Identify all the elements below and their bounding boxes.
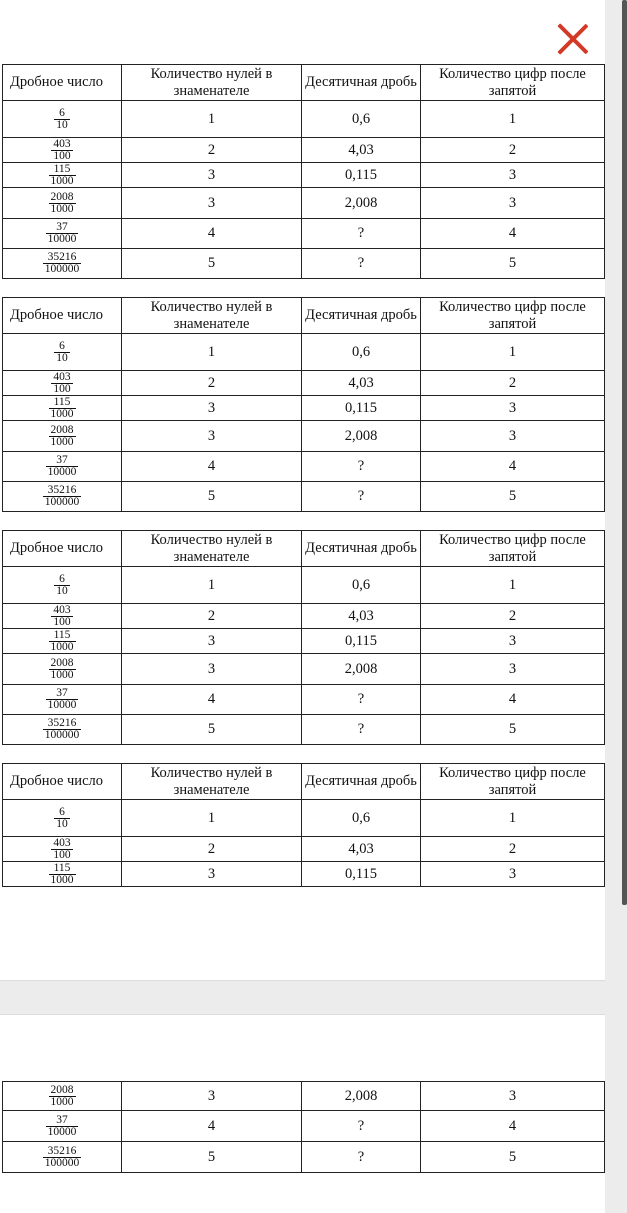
fraction (46, 1115, 79, 1138)
digits-count-cell: 1 (421, 101, 605, 138)
fraction-table (2, 297, 605, 512)
fraction-denominator: 10000 (47, 233, 77, 245)
header-zeros-count: Количество нулей в знаменателе (122, 531, 302, 567)
fraction-cell (3, 800, 122, 837)
digits-count-cell: 3 (421, 629, 605, 654)
fraction (49, 192, 76, 215)
fraction-numerator: 115 (49, 164, 76, 176)
decimal-cell: ? (302, 249, 421, 279)
header-digits-count: Количество цифр после запятой (421, 298, 605, 334)
digits-count-cell: 5 (421, 1142, 605, 1173)
digits-count-cell: 3 (421, 188, 605, 219)
fraction-cell (3, 371, 122, 396)
zeros-count-cell: 3 (122, 629, 302, 654)
fraction (49, 164, 76, 187)
decimal-cell: 0,6 (302, 800, 421, 837)
digits-count-cell: 4 (421, 1111, 605, 1142)
zeros-count-cell: 5 (122, 715, 302, 745)
table-row (3, 800, 605, 837)
fraction-cell (3, 862, 122, 887)
fraction-numerator: 6 (54, 108, 70, 120)
close-icon[interactable] (556, 22, 590, 56)
fraction-denominator: 100 (53, 615, 71, 628)
fraction (49, 397, 76, 420)
decimal-cell: 0,6 (302, 101, 421, 138)
decimal-cell: 2,008 (302, 188, 421, 219)
header-decimal: Десятичная дробь (302, 531, 421, 567)
fraction-denominator: 100000 (44, 496, 80, 508)
fraction-denominator: 10 (56, 118, 68, 131)
fraction (43, 252, 82, 275)
decimal-cell: 2,008 (302, 421, 421, 452)
fraction-cell (3, 629, 122, 654)
fraction (54, 108, 70, 131)
zeros-count-cell: 4 (122, 685, 302, 715)
header-decimal: Десятичная дробь (302, 764, 421, 800)
fraction (49, 1085, 76, 1108)
decimal-cell: 0,6 (302, 334, 421, 371)
header-fraction: Дробное число (3, 65, 122, 101)
zeros-count-cell: 4 (122, 1111, 302, 1142)
fraction-denominator: 1000 (50, 407, 74, 420)
zeros-count-cell: 4 (122, 452, 302, 482)
fraction-numerator: 35216 (43, 1146, 82, 1158)
digits-count-cell: 3 (421, 862, 605, 887)
fraction-denominator: 10 (56, 584, 68, 597)
zeros-count-cell: 1 (122, 567, 302, 604)
decimal-cell: 2,008 (302, 1082, 421, 1111)
header-decimal: Десятичная дробь (302, 65, 421, 101)
zeros-count-cell: 4 (122, 219, 302, 249)
fraction-cell (3, 567, 122, 604)
fraction-cell (3, 249, 122, 279)
fraction (49, 658, 76, 681)
table-row (3, 685, 605, 715)
zeros-count-cell: 2 (122, 138, 302, 163)
table-row (3, 862, 605, 887)
fraction-table (2, 1081, 605, 1173)
fraction-denominator: 1000 (50, 202, 74, 215)
fraction-denominator: 1000 (50, 873, 74, 886)
fraction (51, 605, 72, 628)
fraction (46, 455, 79, 478)
fraction-denominator: 1000 (50, 435, 74, 448)
header-fraction: Дробное число (3, 298, 122, 334)
digits-count-cell: 5 (421, 249, 605, 279)
table-row (3, 334, 605, 371)
decimal-cell: ? (302, 1142, 421, 1173)
decimal-cell: ? (302, 715, 421, 745)
fraction-numerator: 6 (54, 341, 70, 353)
table-row (3, 604, 605, 629)
fraction-numerator: 115 (49, 863, 76, 875)
fraction-denominator: 1000 (50, 1095, 74, 1108)
fraction-table (2, 763, 605, 887)
fraction-cell (3, 219, 122, 249)
fraction (43, 1146, 82, 1169)
zeros-count-cell: 3 (122, 654, 302, 685)
digits-count-cell: 2 (421, 138, 605, 163)
table-row (3, 452, 605, 482)
zeros-count-cell: 3 (122, 396, 302, 421)
zeros-count-cell: 5 (122, 249, 302, 279)
header-digits-count: Количество цифр после запятой (421, 764, 605, 800)
fraction-cell (3, 685, 122, 715)
fraction-cell (3, 1082, 122, 1111)
fraction-numerator: 403 (53, 836, 71, 849)
fraction-numerator: 403 (53, 370, 71, 383)
fraction-cell (3, 604, 122, 629)
table-row (3, 249, 605, 279)
digits-count-cell: 3 (421, 396, 605, 421)
fraction-numerator: 2008 (50, 656, 74, 669)
decimal-cell: 0,115 (302, 396, 421, 421)
header-zeros-count: Количество нулей в знаменателе (122, 298, 302, 334)
table-row (3, 396, 605, 421)
fraction-numerator: 35216 (43, 718, 82, 730)
fraction-numerator: 6 (54, 807, 70, 819)
decimal-cell: 4,03 (302, 371, 421, 396)
digits-count-cell: 1 (421, 800, 605, 837)
zeros-count-cell: 1 (122, 101, 302, 138)
header-zeros-count: Количество нулей в знаменателе (122, 65, 302, 101)
decimal-cell: ? (302, 219, 421, 249)
table-row (3, 101, 605, 138)
fraction-numerator: 37 (46, 222, 79, 234)
header-fraction: Дробное число (3, 764, 122, 800)
fraction-cell (3, 421, 122, 452)
fraction-denominator: 10000 (47, 1125, 77, 1138)
table-row (3, 715, 605, 745)
fraction-table (2, 64, 605, 279)
fraction-cell (3, 1142, 122, 1173)
zeros-count-cell: 3 (122, 862, 302, 887)
fraction (43, 718, 82, 741)
fraction-cell (3, 334, 122, 371)
table-header-row (3, 298, 605, 334)
fraction-numerator: 2008 (50, 190, 74, 203)
fraction-numerator: 35216 (43, 252, 82, 264)
digits-count-cell: 3 (421, 1082, 605, 1111)
digits-count-cell: 3 (421, 421, 605, 452)
fraction-denominator: 100000 (44, 729, 80, 741)
fraction-denominator: 1000 (50, 174, 74, 187)
table-row (3, 421, 605, 452)
zeros-count-cell: 3 (122, 188, 302, 219)
fraction-cell (3, 163, 122, 188)
header-fraction: Дробное число (3, 531, 122, 567)
fraction-numerator: 2008 (50, 423, 74, 436)
fraction-cell (3, 837, 122, 862)
decimal-cell: 0,6 (302, 567, 421, 604)
fraction (49, 630, 76, 653)
fraction-table (2, 530, 605, 745)
digits-count-cell: 4 (421, 452, 605, 482)
image-viewer-card-lower (0, 1014, 605, 1213)
fraction-cell (3, 138, 122, 163)
fraction-denominator: 10 (56, 817, 68, 830)
digits-count-cell: 3 (421, 163, 605, 188)
digits-count-cell: 2 (421, 604, 605, 629)
digits-count-cell: 2 (421, 837, 605, 862)
fraction-denominator: 1000 (50, 668, 74, 681)
zeros-count-cell: 1 (122, 800, 302, 837)
digits-count-cell: 1 (421, 567, 605, 604)
digits-count-cell: 1 (421, 334, 605, 371)
fraction (54, 341, 70, 364)
decimal-cell: 0,115 (302, 862, 421, 887)
zeros-count-cell: 5 (122, 1142, 302, 1173)
decimal-cell: ? (302, 452, 421, 482)
fraction-cell (3, 482, 122, 512)
fraction (43, 485, 82, 508)
scrollbar[interactable] (622, 0, 627, 905)
table-header-row (3, 764, 605, 800)
decimal-cell: 4,03 (302, 604, 421, 629)
digits-count-cell: 3 (421, 654, 605, 685)
fraction-numerator: 35216 (43, 485, 82, 497)
fraction-numerator: 2008 (50, 1083, 74, 1096)
fraction-denominator: 10 (56, 351, 68, 364)
fraction-cell (3, 715, 122, 745)
fraction-numerator: 403 (53, 603, 71, 616)
table-header-row (3, 65, 605, 101)
fraction-numerator: 37 (46, 455, 79, 467)
fraction-numerator: 403 (53, 137, 71, 150)
fraction-denominator: 1000 (50, 640, 74, 653)
table-row (3, 654, 605, 685)
table-row (3, 629, 605, 654)
table-row (3, 1142, 605, 1173)
fraction (54, 574, 70, 597)
zeros-count-cell: 2 (122, 837, 302, 862)
fraction-numerator: 115 (49, 397, 76, 409)
fraction-cell (3, 654, 122, 685)
header-digits-count: Количество цифр после запятой (421, 65, 605, 101)
decimal-cell: 2,008 (302, 654, 421, 685)
table-row (3, 1082, 605, 1111)
decimal-cell: 4,03 (302, 837, 421, 862)
fraction (51, 838, 72, 861)
fraction-denominator: 100 (53, 149, 71, 162)
decimal-cell: 0,115 (302, 629, 421, 654)
table-row (3, 837, 605, 862)
table-row (3, 1111, 605, 1142)
zeros-count-cell: 2 (122, 371, 302, 396)
fraction-cell (3, 1111, 122, 1142)
fraction (49, 425, 76, 448)
fraction-denominator: 100000 (44, 1156, 80, 1169)
fraction-cell (3, 452, 122, 482)
fraction-numerator: 37 (46, 688, 79, 700)
fraction-numerator: 115 (49, 630, 76, 642)
digits-count-cell: 2 (421, 371, 605, 396)
digits-count-cell: 4 (421, 219, 605, 249)
fraction-cell (3, 101, 122, 138)
table-row (3, 219, 605, 249)
header-decimal: Десятичная дробь (302, 298, 421, 334)
decimal-cell: 0,115 (302, 163, 421, 188)
zeros-count-cell: 5 (122, 482, 302, 512)
fraction (46, 688, 79, 711)
decimal-cell: ? (302, 685, 421, 715)
fraction-denominator: 10000 (47, 466, 77, 478)
header-digits-count: Количество цифр после запятой (421, 531, 605, 567)
fraction-denominator: 100 (53, 382, 71, 395)
zeros-count-cell: 3 (122, 163, 302, 188)
fraction-numerator: 37 (46, 1115, 79, 1127)
zeros-count-cell: 3 (122, 421, 302, 452)
digits-count-cell: 5 (421, 482, 605, 512)
table-row (3, 188, 605, 219)
table-row (3, 138, 605, 163)
fraction (51, 372, 72, 395)
fraction (49, 863, 76, 886)
fraction-denominator: 100 (53, 848, 71, 861)
fraction-cell (3, 188, 122, 219)
digits-count-cell: 4 (421, 685, 605, 715)
header-zeros-count: Количество нулей в знаменателе (122, 764, 302, 800)
table-row (3, 163, 605, 188)
fraction (54, 807, 70, 830)
fraction (51, 139, 72, 162)
table-row (3, 482, 605, 512)
table-row (3, 567, 605, 604)
fraction-denominator: 100000 (44, 263, 80, 275)
zeros-count-cell: 2 (122, 604, 302, 629)
decimal-cell: ? (302, 1111, 421, 1142)
digits-count-cell: 5 (421, 715, 605, 745)
fraction (46, 222, 79, 245)
decimal-cell: 4,03 (302, 138, 421, 163)
decimal-cell: ? (302, 482, 421, 512)
zeros-count-cell: 1 (122, 334, 302, 371)
zeros-count-cell: 3 (122, 1082, 302, 1111)
fraction-cell (3, 396, 122, 421)
fraction-denominator: 10000 (47, 699, 77, 711)
fraction-numerator: 6 (54, 574, 70, 586)
table-row (3, 371, 605, 396)
table-header-row (3, 531, 605, 567)
